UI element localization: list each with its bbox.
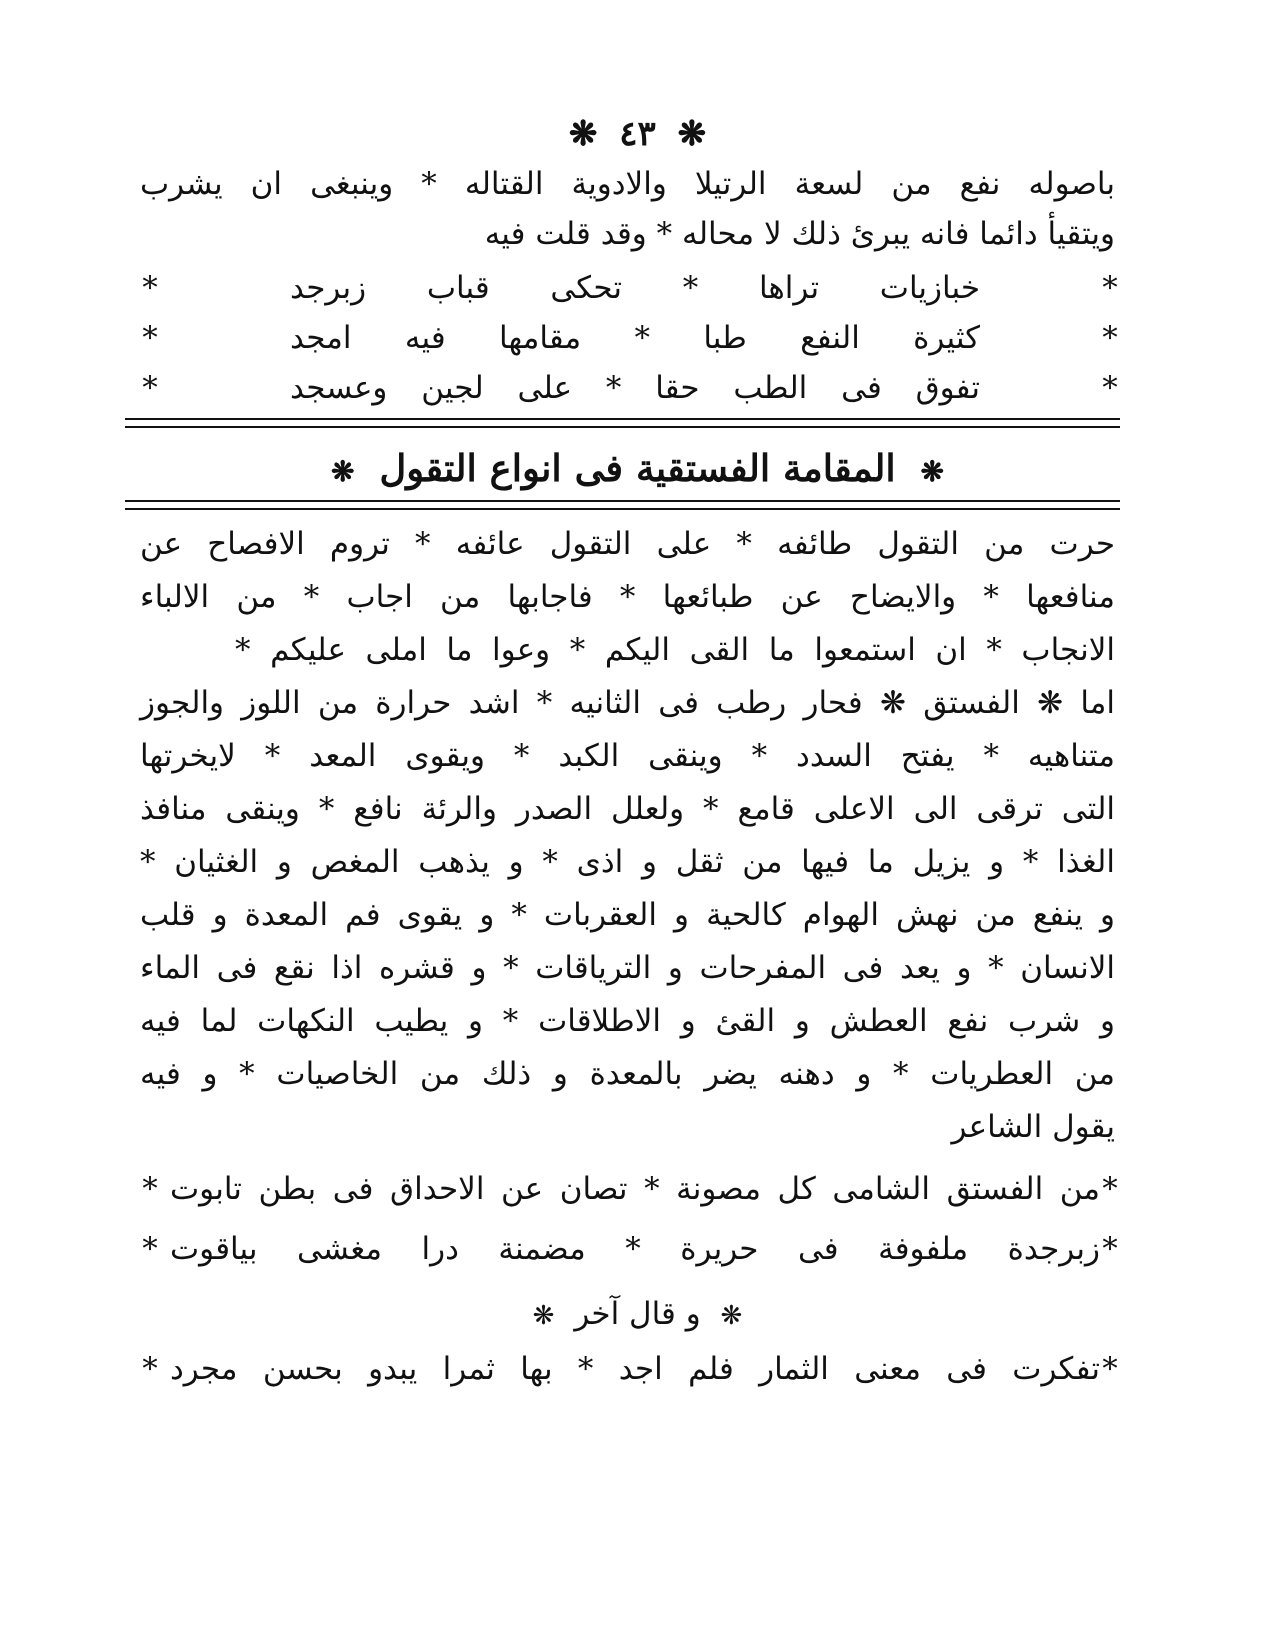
verse-star: * — [142, 1351, 158, 1387]
text-line: و شرب نفع العطش و القئ و الاطلاقات * و يطيب النكهات لما فيه — [140, 1003, 1115, 1039]
verse-text: خبازيات تراها * تحكى قباب زبرجد — [290, 270, 980, 306]
text-line: متناهيه * يفتح السدد * وينقى الكبد * ويقوى المعد * لايخرتها — [140, 738, 1115, 774]
text-line: التى ترقى الى الاعلى قامع * ولعلل الصدر والرئة نافع * وينقى منافذ — [140, 791, 1115, 827]
verse-star: * — [142, 1171, 158, 1207]
text-line: الانسان * و يعد فى المفرحات و الترياقات * و قشره اذا نقع فى الماء — [140, 950, 1115, 986]
verse-line — [130, 314, 1130, 362]
verse-line — [130, 1225, 1130, 1273]
text-line: منافعها * والايضاح عن طبائعها * فاجابها من اجاب * من الالباء — [140, 579, 1115, 615]
page-number: ٤٣ — [619, 114, 656, 154]
text-line: حرت من التقول طائفه * على التقول عائفه * تروم الافصاح عن — [140, 526, 1115, 562]
verse-line — [130, 1345, 1130, 1393]
verse-star: * — [1102, 270, 1118, 306]
ornament-icon: ❋ — [568, 114, 598, 154]
verse-line — [130, 1165, 1130, 1213]
ornament-icon: ❋ — [532, 1301, 555, 1331]
text-line: يقول الشاعر — [951, 1109, 1115, 1145]
verse-star: * — [1102, 1351, 1118, 1387]
text-line: من العطريات * و دهنه يضر بالمعدة و ذلك من الخاصيات * و فيه — [140, 1056, 1115, 1092]
text-line: اما ❋ الفستق ❋ فحار رطب فى الثانيه * اشد حرارة من اللوز والجوز — [140, 685, 1115, 721]
verse-star: * — [1102, 1171, 1118, 1207]
section-title-text: المقامة الفستقية فى انواع التقول — [379, 446, 896, 490]
verse-star: * — [142, 320, 158, 356]
page-header — [0, 112, 1275, 156]
section-title — [0, 440, 1275, 500]
section-rule-top — [125, 418, 1120, 428]
verse-text: كثيرة النفع طبا * مقامها فيه امجد — [290, 320, 980, 356]
text-line: الغذا * و يزيل ما فيها من ثقل و اذى * و يذهب المغص و الغثيان * — [140, 844, 1115, 880]
verse-star: * — [142, 370, 158, 406]
text-line: الانجاب * ان استمعوا ما القى اليكم * وعوا ما املى عليكم * — [235, 632, 1115, 668]
verse-line — [130, 364, 1130, 412]
ornament-icon: ❋ — [677, 114, 707, 154]
verse-line — [130, 264, 1130, 312]
sub-heading-text: و قال آخر — [574, 1296, 701, 1332]
ornament-icon: ❋ — [920, 455, 944, 488]
text-line: باصوله نفع من لسعة الرتيلا والادوية القتاله * وينبغى ان يشرب — [140, 166, 1115, 202]
verse-star: * — [1102, 370, 1118, 406]
text-line: ويتقيأ دائما فانه يبرئ ذلك لا محاله * وقد قلت فيه — [484, 216, 1115, 252]
verse-text: تفكرت فى معنى الثمار فلم اجد * بها ثمرا يبدو بحسن مجرد — [170, 1351, 1100, 1387]
verse-star: * — [142, 270, 158, 306]
sub-heading — [0, 1290, 1275, 1340]
verse-text: زبرجدة ملفوفة فى حريرة * مضمنة درا مغشى بياقوت — [170, 1231, 1100, 1267]
verse-text: من الفستق الشامى كل مصونة * تصان عن الاحداق فى بطن تابوت — [170, 1171, 1100, 1207]
verse-star: * — [142, 1231, 158, 1267]
verse-text: تفوق فى الطب حقا * على لجين وعسجد — [290, 370, 980, 406]
verse-star: * — [1102, 1231, 1118, 1267]
ornament-icon: ❋ — [720, 1301, 743, 1331]
verse-star: * — [1102, 320, 1118, 356]
ornament-icon: ❋ — [330, 455, 355, 488]
text-line: و ينفع من نهش الهوام كالحية و العقربات * و يقوى فم المعدة و قلب — [140, 897, 1115, 933]
section-rule-bottom — [125, 500, 1120, 510]
